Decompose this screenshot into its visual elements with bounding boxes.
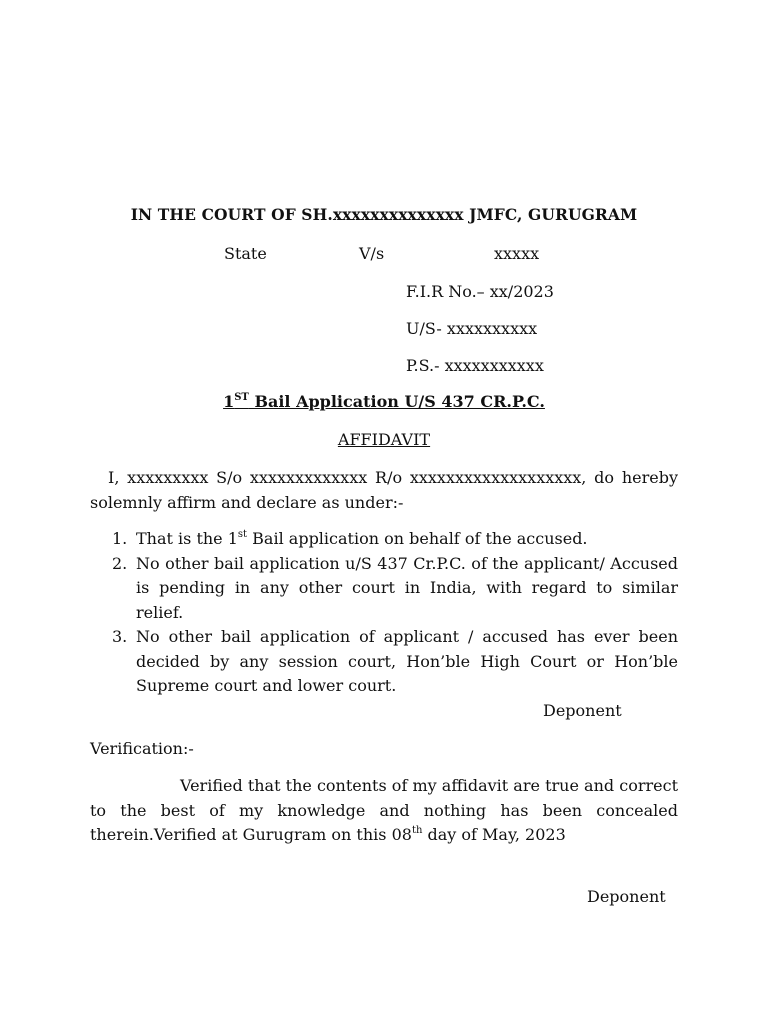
deponent-signature-2: Deponent	[587, 887, 666, 906]
list-item-text: No other bail application of applicant / accused has ever been decided by any session court, Hon’ble High Court or Hon’ble Supreme court and lower court.	[136, 627, 678, 695]
under-section: U/S- xxxxxxxxxx	[406, 319, 538, 338]
list-item	[112, 625, 678, 699]
list-item-text-pre: That is the 1	[136, 529, 238, 548]
versus-label: V/s	[359, 244, 385, 263]
list-item	[112, 552, 678, 626]
application-ordinal-number: 1	[223, 392, 235, 411]
deponent-signature-1: Deponent	[543, 701, 622, 720]
affidavit-intro: I, xxxxxxxxx S/o xxxxxxxxxxxxx R/o xxxxxxxxxxxxxxxxxxx, do hereby solemnly affirm and declare as under:-	[90, 468, 678, 512]
verification-sup: th	[411, 824, 423, 836]
court-title: IN THE COURT OF SH.xxxxxxxxxxxxxx JMFC, GURUGRAM	[130, 205, 638, 224]
party-state: State	[224, 244, 267, 263]
verification-text-post: day of May, 2023	[422, 825, 566, 844]
application-title	[0, 392, 768, 412]
fir-number: F.I.R No.– xx/2023	[406, 282, 554, 301]
affidavit-heading: AFFIDAVIT	[337, 430, 431, 449]
verification-text	[90, 774, 678, 848]
list-item-sup: st	[237, 528, 248, 540]
police-station: P.S.- xxxxxxxxxxx	[406, 356, 544, 375]
list-item-text: No other bail application u/S 437 Cr.P.C. of the applicant/ Accused is pending in any other court in India, with regard to similar relief.	[136, 553, 678, 622]
list-item-text-post: Bail application on behalf of the accused.	[247, 529, 588, 548]
declaration-list	[112, 527, 678, 699]
application-ordinal-suffix: ST	[234, 391, 249, 403]
verification-text-pre: Verified that the contents of my affidavit are true and correct to the best of my knowledge and nothing has been concealed therein.Verified at Gurugram on this 08	[90, 776, 678, 844]
list-item-number: 2.	[112, 553, 128, 573]
application-title-text: Bail Application U/S 437 CR.P.C.	[248, 392, 545, 411]
verification-heading: Verification:-	[90, 739, 194, 758]
list-item-number: 1.	[112, 529, 128, 548]
list-item-number: 3.	[112, 627, 128, 646]
party-accused: xxxxx	[494, 244, 540, 263]
list-item	[112, 527, 678, 552]
